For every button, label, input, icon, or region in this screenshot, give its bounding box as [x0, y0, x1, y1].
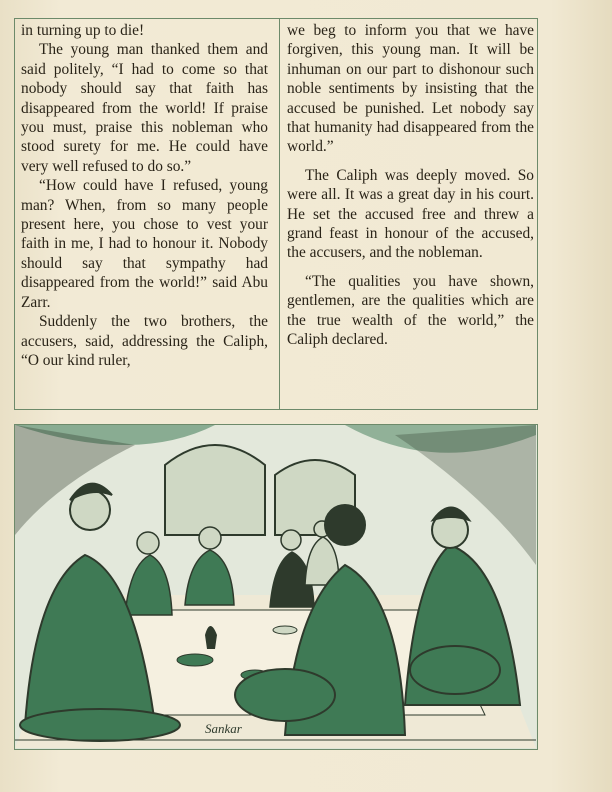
paragraph: The Caliph was deeply moved. So were all. It was a great day in his court. He set the accused free and threw a grand feast in honour of the accused, the accusers, and the nobleman.	[287, 166, 534, 262]
artist-signature: Sankar	[205, 721, 242, 736]
right-column	[287, 21, 534, 350]
feast-illustration	[14, 424, 538, 750]
paragraph: in turning up to die!	[21, 22, 145, 39]
paragraph: Suddenly the two brothers, the accusers, said, addressing the Caliph, “O our kind ruler,	[21, 313, 268, 369]
feast-scene	[15, 425, 536, 748]
paragraph: The young man thanked them and said politely, “I had to come so that nobody should say that faith has disappeared from the world! If praise you must, praise this nobleman who stood surety for me. He could have very well refused to do so.”	[21, 41, 268, 175]
story-text-box	[14, 18, 538, 410]
paragraph: “How could have I refused, young man? When, from so many people present here, you chose to vest your faith in me, I had to honour it. Nobody should say that sympathy had disappeared from the world!” said Abu Zarr.	[21, 177, 268, 311]
paragraph: we beg to inform you that we have forgiven, this young man. It will be inhuman on our part to dishonour such noble sentiments by insisting that the accused be punished. Let nobody say that humanity had disappeared from the world.”	[287, 22, 534, 156]
column-divider	[279, 19, 280, 409]
left-column	[21, 21, 268, 370]
paragraph: “The qualities you have shown, gentlemen, are the qualities which are the true wealth of the world,” the Caliph declared.	[287, 272, 534, 349]
